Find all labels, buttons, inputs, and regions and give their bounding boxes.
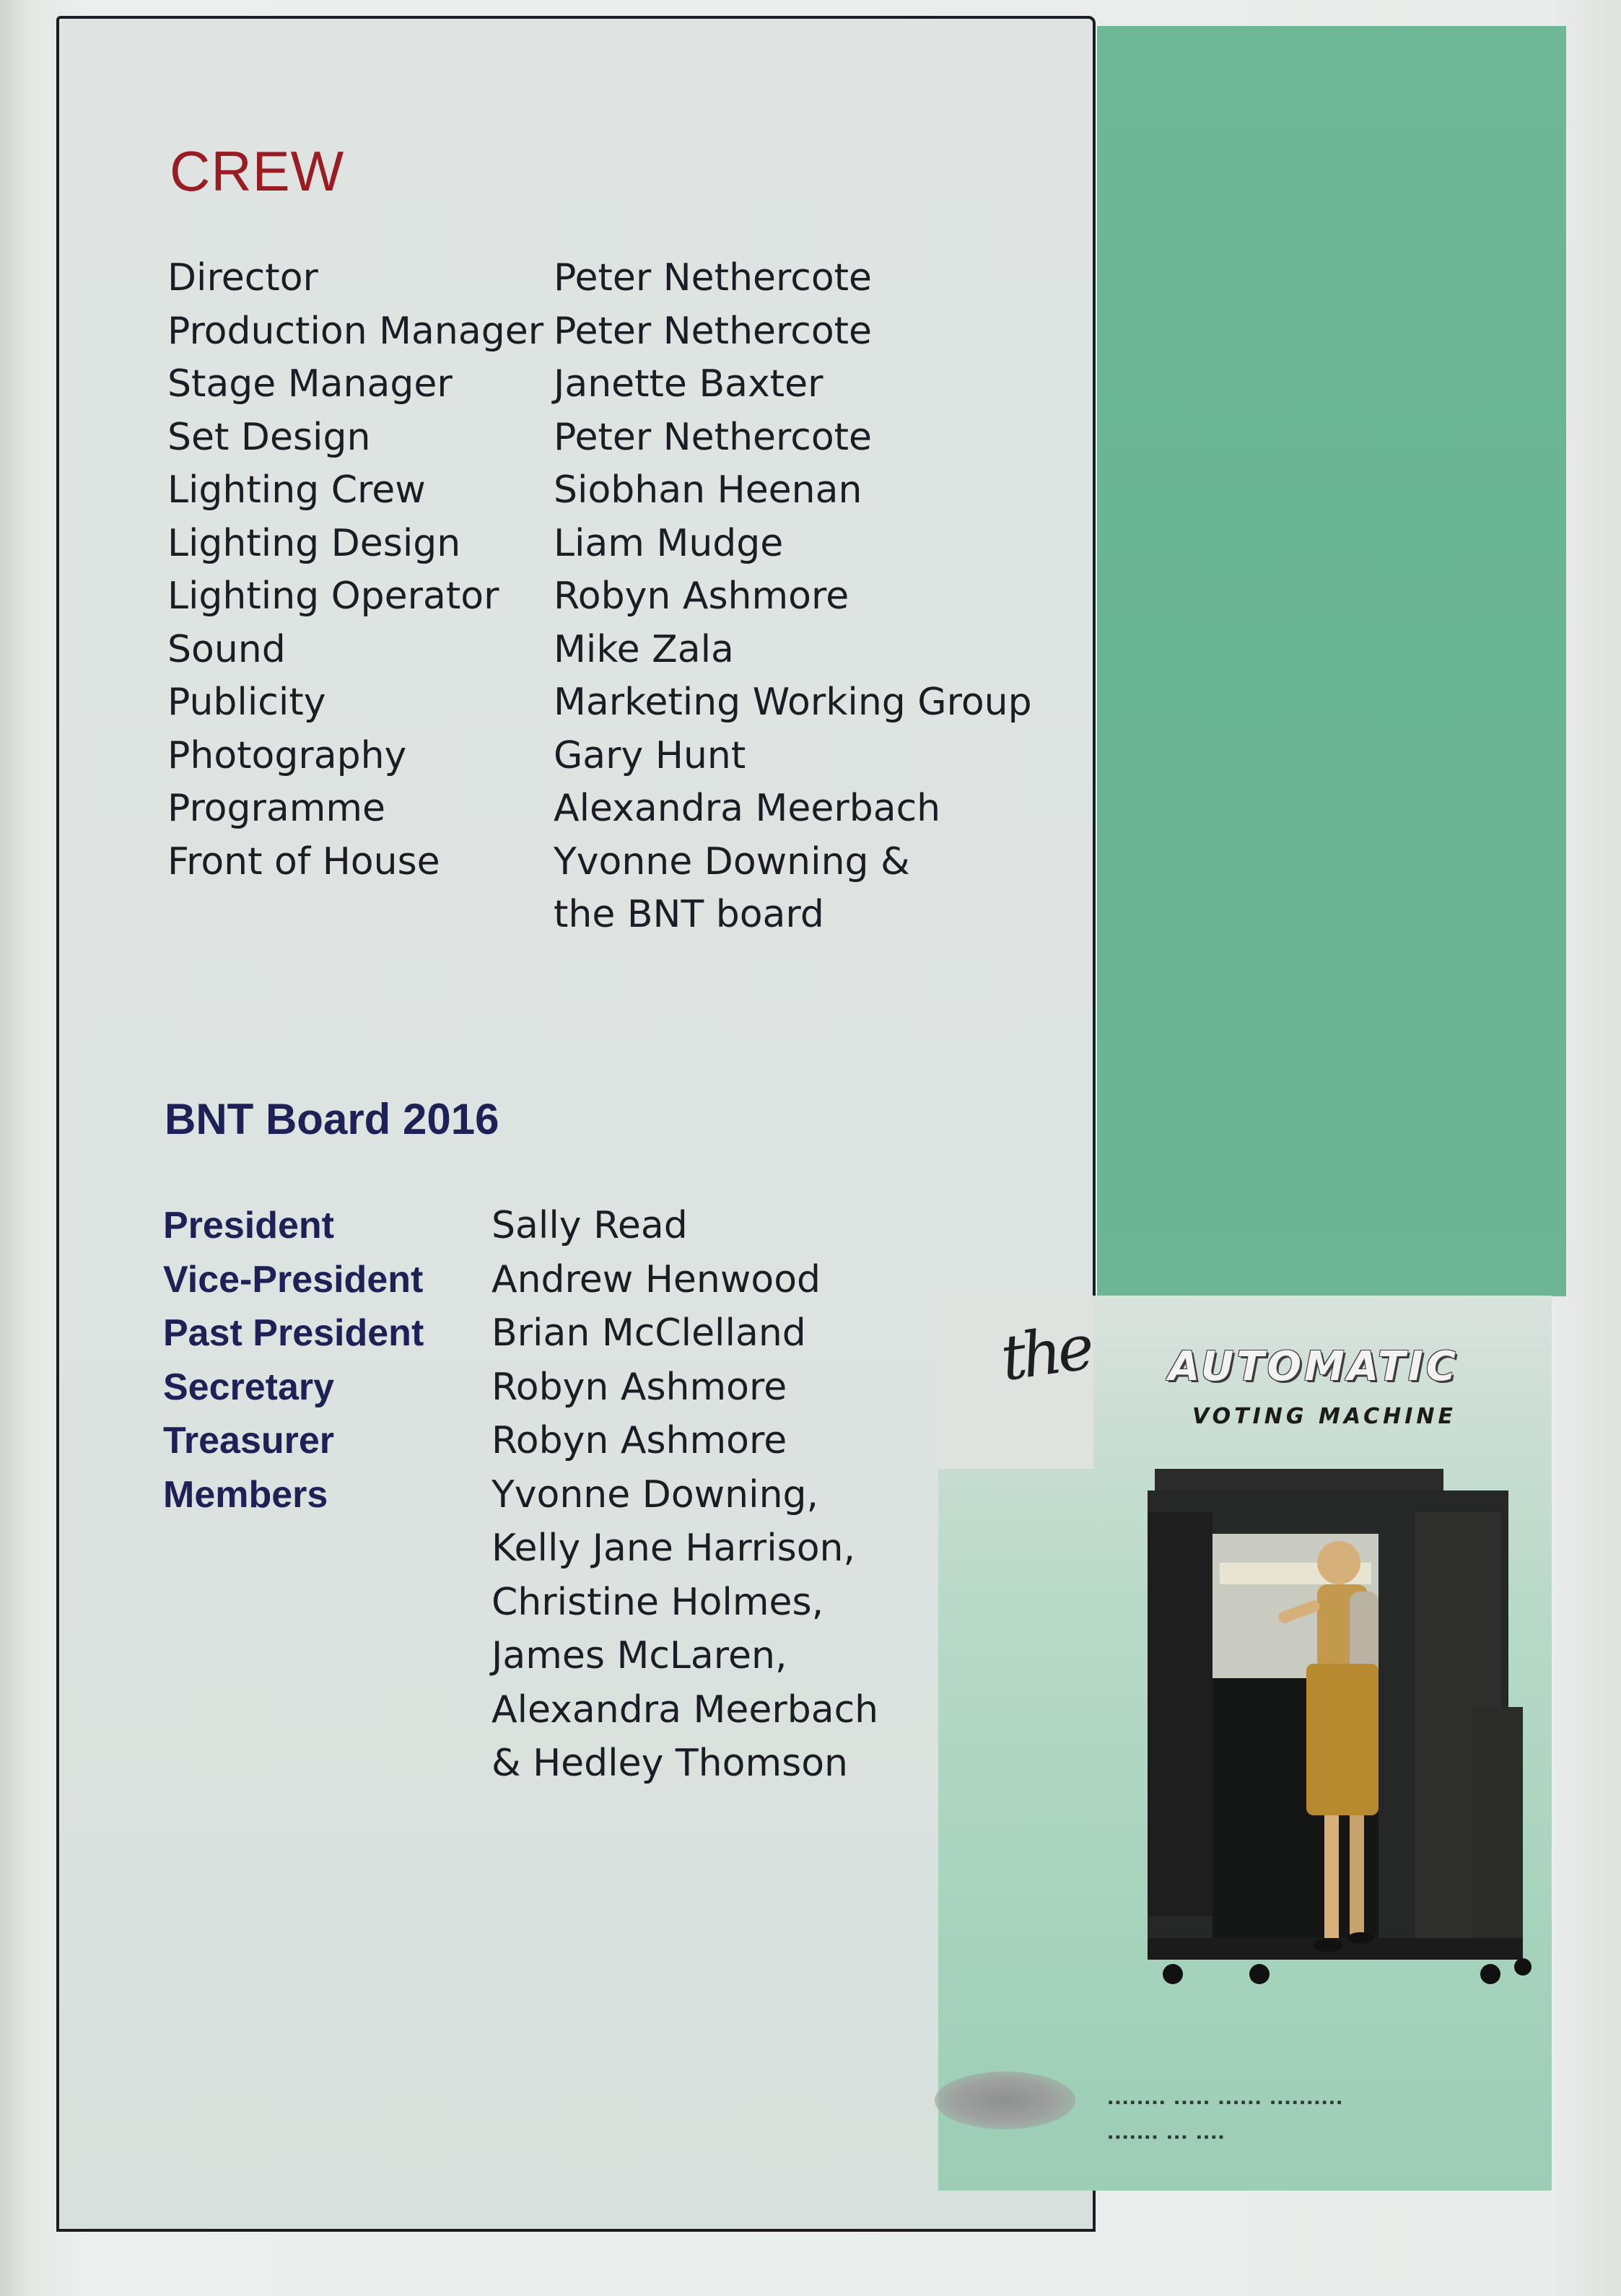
woman-shoe bbox=[1347, 1932, 1373, 1944]
poster-script-word: the bbox=[996, 1311, 1095, 1396]
board-list bbox=[163, 1204, 957, 1796]
voting-machine-poster bbox=[938, 1296, 1552, 2191]
crew-name: Janette Baxter bbox=[554, 362, 823, 406]
board-row bbox=[163, 1258, 957, 1312]
woman-shoe bbox=[1314, 1939, 1342, 1952]
machine-side-box bbox=[1472, 1707, 1523, 1945]
board-name: Sally Read bbox=[491, 1204, 688, 1247]
crew-name: Peter Nethercote bbox=[554, 256, 873, 300]
board-row bbox=[163, 1581, 957, 1635]
board-row bbox=[163, 1473, 957, 1527]
board-name: Yvonne Downing, bbox=[491, 1472, 819, 1516]
crew-name: Marketing Working Group bbox=[554, 681, 1032, 724]
board-name: Robyn Ashmore bbox=[491, 1419, 787, 1462]
crew-row bbox=[167, 681, 1077, 734]
crew-name: Peter Nethercote bbox=[554, 309, 873, 353]
machine-wheel bbox=[1514, 1958, 1532, 1976]
poster-subtitle: VOTING MACHINE bbox=[1192, 1404, 1457, 1429]
crew-role: Publicity bbox=[167, 681, 326, 724]
crew-row bbox=[167, 734, 1077, 787]
crew-role: Sound bbox=[167, 627, 286, 671]
board-role: President bbox=[163, 1205, 334, 1247]
crew-role: Front of House bbox=[167, 839, 440, 883]
crew-name: Liam Mudge bbox=[554, 521, 784, 565]
crew-role: Production Manager bbox=[167, 309, 544, 353]
board-row bbox=[163, 1419, 957, 1473]
woman-head bbox=[1317, 1541, 1360, 1584]
board-name: Christine Holmes, bbox=[491, 1580, 824, 1624]
crew-row bbox=[167, 893, 1077, 946]
crew-name: the BNT board bbox=[554, 893, 824, 936]
board-role: Past President bbox=[163, 1312, 424, 1354]
crew-role: Lighting Operator bbox=[167, 575, 499, 618]
crew-name: Peter Nethercote bbox=[554, 415, 873, 459]
board-heading: BNT Board 2016 bbox=[165, 1095, 499, 1143]
crew-row bbox=[167, 522, 1077, 575]
crew-row bbox=[167, 310, 1077, 363]
woman-leg bbox=[1324, 1815, 1339, 1938]
poster-footer-line: ▪▪▪▪▪▪▪ ▪▪▪ ▪▪▪▪ bbox=[1108, 2131, 1226, 2142]
crew-row bbox=[167, 787, 1077, 840]
crew-name: Alexandra Meerbach bbox=[554, 787, 941, 830]
crew-name: Yvonne Downing & bbox=[554, 839, 910, 883]
board-row bbox=[163, 1204, 957, 1258]
crew-name: Mike Zala bbox=[554, 627, 734, 671]
crew-row bbox=[167, 628, 1077, 681]
machine-wheel bbox=[1163, 1964, 1183, 1984]
voting-machine-illustration bbox=[1111, 1469, 1544, 2017]
board-role: Vice-President bbox=[163, 1258, 424, 1301]
board-name: & Hedley Thomson bbox=[491, 1742, 848, 1785]
crew-role: Stage Manager bbox=[167, 362, 453, 406]
board-role: Members bbox=[163, 1473, 328, 1516]
crew-row bbox=[167, 362, 1077, 416]
crew-row bbox=[167, 840, 1077, 894]
machine-wheel bbox=[1480, 1964, 1500, 1984]
crew-role: Set Design bbox=[167, 415, 371, 459]
green-color-band bbox=[1097, 26, 1566, 1296]
machine-wheel bbox=[1249, 1964, 1270, 1984]
board-name: Kelly Jane Harrison, bbox=[491, 1527, 856, 1570]
machine-left-curtain bbox=[1148, 1512, 1213, 1916]
crew-name: Siobhan Heenan bbox=[554, 468, 862, 512]
crew-role: Lighting Design bbox=[167, 521, 461, 565]
board-role: Secretary bbox=[163, 1366, 335, 1408]
crew-role: Programme bbox=[167, 787, 386, 830]
crew-name: Robyn Ashmore bbox=[554, 575, 849, 618]
crew-heading: CREW bbox=[170, 139, 345, 203]
board-row bbox=[163, 1527, 957, 1581]
board-name: Alexandra Meerbach bbox=[491, 1688, 879, 1732]
crew-list bbox=[167, 256, 1077, 946]
crew-role: Director bbox=[167, 256, 318, 300]
crew-role: Photography bbox=[167, 733, 407, 777]
board-role: Treasurer bbox=[163, 1420, 335, 1462]
board-row bbox=[163, 1688, 957, 1742]
crew-row bbox=[167, 256, 1077, 310]
crew-row bbox=[167, 575, 1077, 628]
crew-row bbox=[167, 468, 1077, 522]
poster-title: AUTOMATIC bbox=[1168, 1343, 1459, 1390]
crew-row bbox=[167, 416, 1077, 469]
ink-smudge bbox=[935, 2072, 1075, 2129]
woman-skirt bbox=[1306, 1664, 1378, 1815]
woman-leg bbox=[1350, 1815, 1364, 1934]
board-name: Robyn Ashmore bbox=[491, 1365, 787, 1409]
crew-name: Gary Hunt bbox=[554, 733, 746, 777]
board-name: Andrew Henwood bbox=[491, 1257, 821, 1301]
crew-role: Lighting Crew bbox=[167, 468, 426, 512]
board-row bbox=[163, 1311, 957, 1366]
board-row bbox=[163, 1742, 957, 1796]
board-name: Brian McClelland bbox=[491, 1311, 806, 1355]
board-row bbox=[163, 1366, 957, 1420]
poster-footer-line: ▪▪▪▪▪▪▪▪ ▪▪▪▪▪ ▪▪▪▪▪▪ ▪▪▪▪▪▪▪▪▪▪ bbox=[1108, 2097, 1345, 2107]
board-row bbox=[163, 1634, 957, 1688]
board-name: James McLaren, bbox=[491, 1634, 787, 1677]
